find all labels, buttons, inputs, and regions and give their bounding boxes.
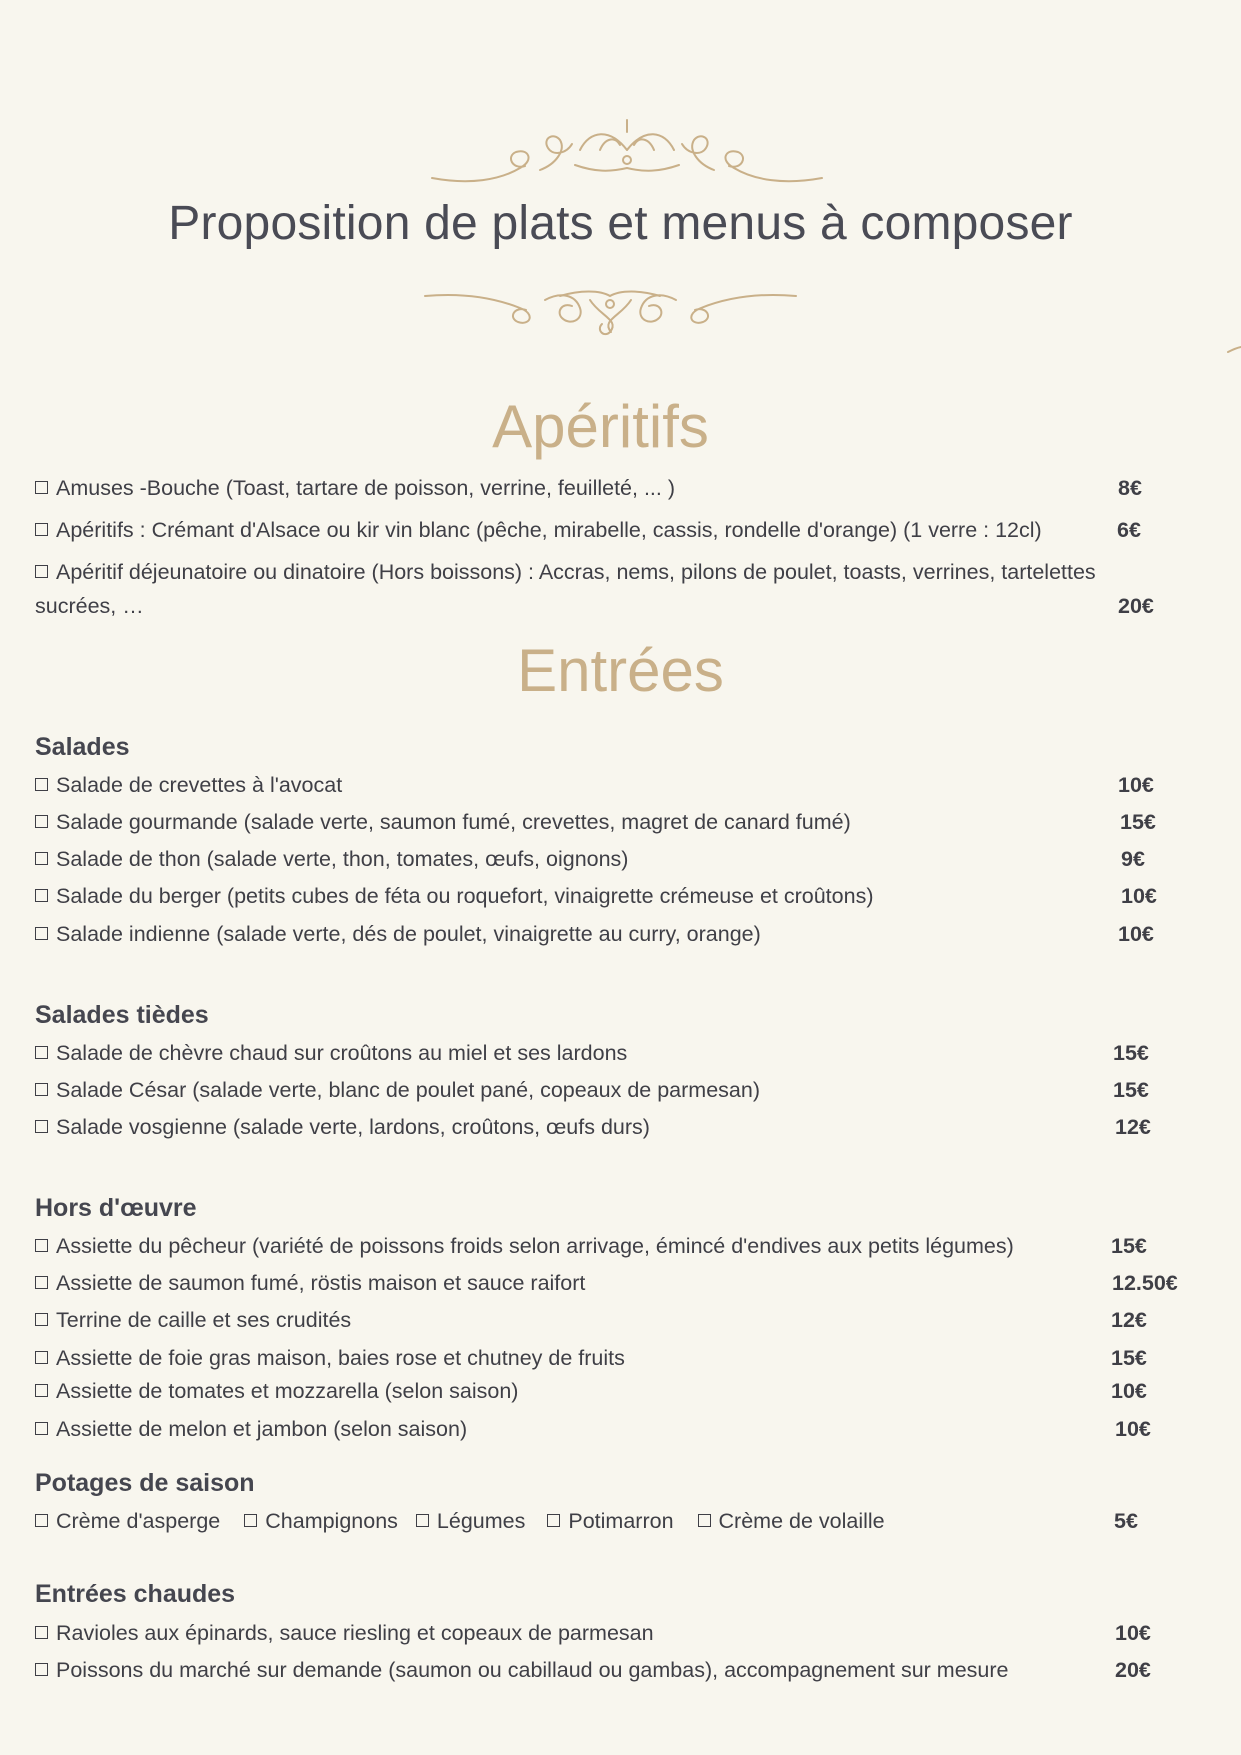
list-item-continuation: sucrées, …: [35, 594, 144, 618]
subsection-salades: Salades: [35, 733, 130, 761]
checkbox-icon: [35, 1384, 48, 1397]
page-title: Proposition de plats et menus à composer: [168, 197, 1073, 250]
item-price: 15€: [1120, 810, 1156, 834]
checkbox-icon: [35, 1422, 48, 1435]
checkbox-icon: [35, 1663, 48, 1676]
checkbox-icon: [35, 1276, 48, 1289]
list-item: Poissons du marché sur demande (saumon ou cabillaud ou gambas), accompagnement sur mesure: [35, 1658, 1008, 1683]
item-price: 10€: [1121, 884, 1157, 908]
item-price: 12€: [1115, 1115, 1151, 1139]
item-price: 10€: [1115, 1417, 1151, 1441]
soup-option: Légumes: [416, 1509, 525, 1534]
list-item: Apéritifs : Crémant d'Alsace ou kir vin blanc (pêche, mirabelle, cassis, rondelle d'orange) (1 verre : 12cl): [35, 518, 1042, 543]
list-item: Assiette du pêcheur (variété de poissons froids selon arrivage, émincé d'endives aux petits légumes): [35, 1234, 1014, 1259]
item-price: 15€: [1113, 1078, 1149, 1102]
subsection-hors-doeuvre: Hors d'œuvre: [35, 1194, 197, 1222]
checkbox-icon: [35, 1313, 48, 1326]
item-price: 10€: [1118, 773, 1154, 797]
list-item: Assiette de tomates et mozzarella (selon saison): [35, 1379, 518, 1404]
item-price: 10€: [1111, 1379, 1147, 1403]
item-price: 15€: [1111, 1234, 1147, 1258]
checkbox-icon: [35, 481, 48, 494]
item-price: 10€: [1118, 922, 1154, 946]
list-item: Salade de thon (salade verte, thon, tomates, œufs, oignons): [35, 847, 628, 872]
checkbox-icon: [35, 1120, 48, 1133]
list-item: Amuses -Bouche (Toast, tartare de poisson, verrine, feuilleté, ... ): [35, 476, 675, 501]
checkbox-icon: [547, 1514, 560, 1527]
checkbox-icon: [35, 1351, 48, 1364]
item-price: 9€: [1121, 847, 1145, 871]
list-item: Salade gourmande (salade verte, saumon fumé, crevettes, magret de canard fumé): [35, 810, 851, 835]
checkbox-icon: [35, 1046, 48, 1059]
checkbox-icon: [35, 565, 48, 578]
list-item: Apéritif déjeunatoire ou dinatoire (Hors boissons) : Accras, nems, pilons de poulet, toasts, verrines, tartelettes: [35, 560, 1096, 585]
list-item: Salade vosgienne (salade verte, lardons, croûtons, œufs durs): [35, 1115, 650, 1140]
list-item: Terrine de caille et ses crudités: [35, 1308, 351, 1333]
list-item: Salade de crevettes à l'avocat: [35, 773, 342, 798]
item-price: 15€: [1113, 1041, 1149, 1065]
item-price: 15€: [1111, 1346, 1147, 1370]
soup-options: [35, 1509, 905, 1534]
checkbox-icon: [35, 1239, 48, 1252]
list-item: Salade César (salade verte, blanc de poulet pané, copeaux de parmesan): [35, 1078, 760, 1103]
list-item: Assiette de melon et jambon (selon saison): [35, 1417, 467, 1442]
checkbox-icon: [35, 523, 48, 536]
checkbox-icon: [698, 1514, 711, 1527]
item-price: 6€: [1117, 518, 1141, 542]
item-price: 10€: [1115, 1621, 1151, 1645]
checkbox-icon: [35, 927, 48, 940]
section-title-entrees: Entrées: [517, 637, 724, 704]
checkbox-icon: [35, 778, 48, 791]
soup-option: Crème d'asperge: [35, 1509, 220, 1534]
checkbox-icon: [35, 815, 48, 828]
checkbox-icon: [35, 1514, 48, 1527]
soup-option: Champignons: [244, 1509, 398, 1534]
item-price: 12.50€: [1112, 1271, 1178, 1295]
list-item: Salade du berger (petits cubes de féta ou roquefort, vinaigrette crémeuse et croûtons): [35, 884, 873, 909]
section-title-aperitifs: Apéritifs: [492, 393, 709, 460]
checkbox-icon: [35, 1083, 48, 1096]
list-item: Salade indienne (salade verte, dés de poulet, vinaigrette au curry, orange): [35, 922, 761, 947]
checkbox-icon: [35, 889, 48, 902]
list-item: Assiette de saumon fumé, röstis maison et sauce raifort: [35, 1271, 585, 1296]
checkbox-icon: [35, 1626, 48, 1639]
item-price: 12€: [1111, 1308, 1147, 1332]
list-item: Salade de chèvre chaud sur croûtons au miel et ses lardons: [35, 1041, 627, 1066]
top-flourish-ornament: [0, 0, 1241, 360]
item-price: 20€: [1115, 1658, 1151, 1682]
item-price: 20€: [1118, 594, 1154, 618]
list-item: Assiette de foie gras maison, baies rose et chutney de fruits: [35, 1346, 625, 1371]
soup-option: Potimarron: [547, 1509, 673, 1534]
checkbox-icon: [416, 1514, 429, 1527]
checkbox-icon: [35, 852, 48, 865]
subsection-salades-tiedes: Salades tièdes: [35, 1001, 209, 1029]
subsection-potages: Potages de saison: [35, 1469, 255, 1497]
soup-option: Crème de volaille: [698, 1509, 885, 1534]
list-item: Ravioles aux épinards, sauce riesling et copeaux de parmesan: [35, 1621, 654, 1646]
subsection-entrees-chaudes: Entrées chaudes: [35, 1580, 236, 1608]
checkbox-icon: [244, 1514, 257, 1527]
item-price: 5€: [1114, 1509, 1138, 1533]
item-price: 8€: [1118, 476, 1142, 500]
